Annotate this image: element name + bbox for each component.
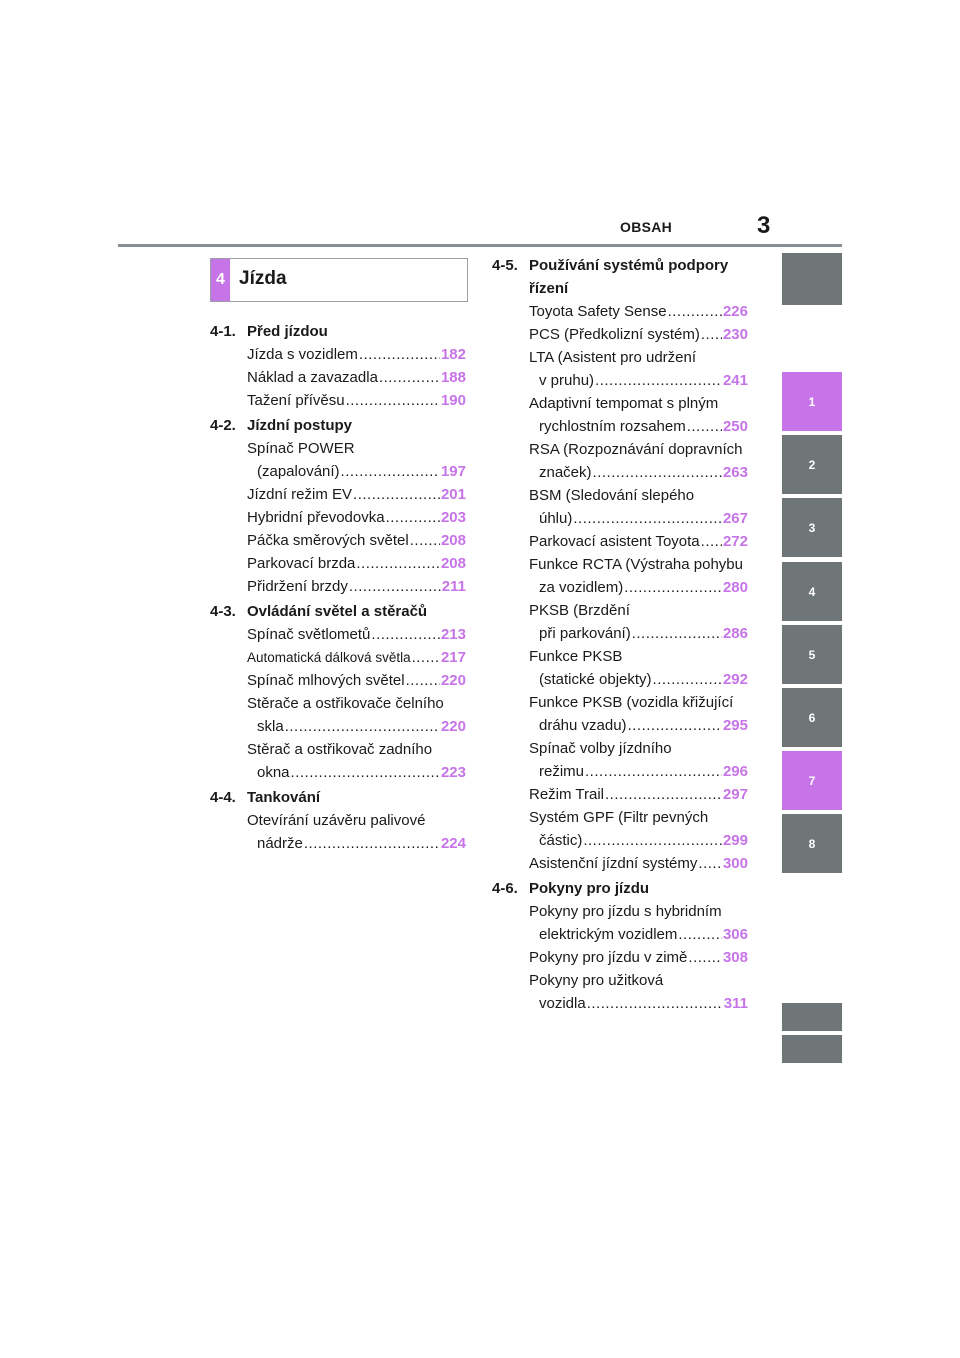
page-link[interactable]: 286 (722, 625, 748, 642)
toc-left-column (210, 318, 466, 855)
toc-entry-line1[interactable]: Pokyny pro užitková (529, 972, 664, 989)
side-tab-blank-top[interactable] (782, 253, 842, 305)
toc-entry[interactable]: Přidržení brzdy ..... 211 (247, 575, 466, 598)
page-link[interactable]: 217 (440, 649, 466, 666)
toc-entry-line1[interactable]: Spínač POWER (247, 440, 355, 457)
side-tab-8[interactable]: 8 (782, 814, 842, 873)
section-heading[interactable]: 4-4. Tankování (210, 789, 321, 806)
chapter-number: 4 (211, 259, 230, 301)
page-link[interactable]: 226 (722, 303, 748, 320)
page-link[interactable]: 263 (722, 464, 748, 481)
section-heading[interactable]: 4-2. Jízdní postupy (210, 417, 352, 434)
toc-entry-line1[interactable]: Spínač volby jízdního (529, 740, 672, 757)
toc-entry[interactable]: Parkovací brzda ..... 208 (247, 552, 466, 575)
toc-entry-line1[interactable]: Pokyny pro jízdu s hybridním (529, 903, 722, 920)
toc-entry[interactable]: Hybridní převodovka ..... 203 (247, 506, 466, 529)
page-link[interactable]: 213 (440, 626, 466, 643)
page-link[interactable]: 188 (440, 369, 466, 386)
toc-entry-line1[interactable]: Funkce PKSB (529, 648, 623, 665)
toc-entry[interactable]: Pokyny pro jízdu v zimě ..... 308 (529, 946, 748, 969)
page-link[interactable]: 201 (440, 486, 466, 503)
toc-entry[interactable]: (zapalování) ..... 197 (247, 460, 466, 483)
side-tab-7[interactable]: 7 (782, 751, 842, 810)
chapter-title: Jízda (239, 268, 287, 289)
toc-entry-line1[interactable]: Systém GPF (Filtr pevných (529, 809, 709, 826)
page-link[interactable]: 299 (722, 832, 748, 849)
page-link[interactable]: 306 (722, 926, 748, 943)
side-tab-1[interactable]: 1 (782, 372, 842, 431)
toc-entry[interactable]: Parkovací asistent Toyota ..... 272 (529, 530, 748, 553)
toc-entry-line1[interactable]: BSM (Sledování slepého (529, 487, 695, 504)
toc-entry-line1[interactable]: Otevírání uzávěru palivové (247, 812, 426, 829)
section-heading[interactable]: 4-1. Před jízdou (210, 323, 328, 340)
toc-entry[interactable]: Jízdní režim EV ..... 201 (247, 483, 466, 506)
side-tab-2[interactable]: 2 (782, 435, 842, 494)
page-link[interactable]: 272 (722, 533, 748, 550)
toc-entry-line1[interactable]: Stěrače a ostřikovače čelního (247, 695, 444, 712)
toc-entry-line1[interactable]: Funkce PKSB (vozidla křižující (529, 694, 734, 711)
section-heading[interactable]: 4-3. Ovládání světel a stěračů (210, 603, 428, 620)
toc-entry[interactable]: vozidla ..... 311 (529, 992, 748, 1015)
page-link[interactable]: 190 (440, 392, 466, 409)
page-number: 3 (757, 212, 771, 239)
page-link[interactable]: 208 (440, 532, 466, 549)
side-tab-3[interactable]: 3 (782, 498, 842, 557)
side-tab-index-b[interactable] (782, 1035, 842, 1063)
toc-right-column (492, 252, 748, 1015)
side-tab-5[interactable]: 5 (782, 625, 842, 684)
page-link[interactable]: 292 (722, 671, 748, 688)
header-title: OBSAH (620, 219, 673, 235)
page-link[interactable]: 208 (440, 555, 466, 572)
toc-entry[interactable]: Náklad a zavazadla ..... 188 (247, 366, 466, 389)
toc-entry[interactable]: Spínač mlhových světel ..... 220 (247, 669, 466, 692)
toc-entry-line1[interactable]: Stěrač a ostřikovač zadního (247, 741, 433, 758)
page-link[interactable]: 296 (722, 763, 748, 780)
toc-entry-line1[interactable]: RSA (Rozpoznávání dopravních (529, 441, 743, 458)
page-link[interactable]: 250 (722, 418, 748, 435)
section-heading[interactable]: 4-5. Používání systémů podpory řízení (492, 257, 729, 297)
page-link[interactable]: 280 (722, 579, 748, 596)
toc-entry[interactable]: Jízda s vozidlem ..... 182 (247, 343, 466, 366)
toc-entry[interactable]: nádrže ..... 224 (247, 832, 466, 855)
toc-entry[interactable]: Tažení přívěsu ..... 190 (247, 389, 466, 412)
page-link[interactable]: 223 (440, 764, 466, 781)
page-link[interactable]: 311 (723, 995, 748, 1012)
toc-entry[interactable]: okna ..... 223 (247, 761, 466, 784)
side-tab-index-a[interactable] (782, 1003, 842, 1031)
toc-entry[interactable]: rychlostním rozsahem ..... 250 (529, 415, 748, 438)
page-link[interactable]: 197 (440, 463, 466, 480)
toc-entry[interactable]: v pruhu) ..... 241 (529, 369, 748, 392)
toc-entry[interactable]: Toyota Safety Sense ..... 226 (529, 300, 748, 323)
page-link[interactable]: 230 (722, 326, 748, 343)
toc-entry[interactable]: (statické objekty) ..... 292 (529, 668, 748, 691)
page-link[interactable]: 211 (441, 578, 466, 595)
toc-entry[interactable]: PCS (Předkolizní systém) ..... 230 (529, 323, 748, 346)
page-link[interactable]: 297 (722, 786, 748, 803)
side-tab-6[interactable]: 6 (782, 688, 842, 747)
page-link[interactable]: 241 (722, 372, 748, 389)
header-divider (118, 244, 842, 247)
page-link[interactable]: 295 (722, 717, 748, 734)
toc-entry[interactable]: elektrickým vozidlem ..... 306 (529, 923, 748, 946)
page-link[interactable]: 224 (440, 835, 466, 852)
toc-entry[interactable]: úhlu) ..... 267 (529, 507, 748, 530)
toc-entry[interactable]: Režim Trail ..... 297 (529, 783, 748, 806)
toc-entry[interactable]: režimu ..... 296 (529, 760, 748, 783)
toc-entry[interactable]: při parkování) ..... 286 (529, 622, 748, 645)
page-link[interactable]: 220 (440, 672, 466, 689)
page-link[interactable]: 267 (722, 510, 748, 527)
toc-entry-line1[interactable]: LTA (Asistent pro udržení (529, 349, 697, 366)
toc-entry[interactable]: značek) ..... 263 (529, 461, 748, 484)
page-link[interactable]: 220 (440, 718, 466, 735)
toc-entry[interactable]: dráhu vzadu) ..... 295 (529, 714, 748, 737)
toc-entry-line1[interactable]: PKSB (Brzdění (529, 602, 630, 619)
chapter-heading (210, 258, 468, 302)
toc-entry[interactable]: Spínač světlometů ..... 213 (247, 623, 466, 646)
toc-entry[interactable]: Páčka směrových světel ..... 208 (247, 529, 466, 552)
page-link[interactable]: 300 (722, 855, 748, 872)
toc-entry[interactable]: skla ..... 220 (247, 715, 466, 738)
side-tab-4[interactable]: 4 (782, 562, 842, 621)
toc-entry[interactable]: Automatická dálková světla ..... 217 (247, 646, 466, 669)
toc-entry-line1[interactable]: Funkce RCTA (Výstraha pohybu (529, 556, 743, 573)
section-heading[interactable]: 4-6. Pokyny pro jízdu (492, 880, 650, 897)
toc-entry[interactable]: částic) ..... 299 (529, 829, 748, 852)
page-link[interactable]: 308 (722, 949, 748, 966)
toc-entry[interactable]: Asistenční jízdní systémy ..... 300 (529, 852, 748, 875)
toc-entry[interactable]: za vozidlem) ..... 280 (529, 576, 748, 599)
page-link[interactable]: 182 (440, 346, 466, 363)
page-link[interactable]: 203 (440, 509, 466, 526)
toc-entry-line1[interactable]: Adaptivní tempomat s plným (529, 395, 719, 412)
